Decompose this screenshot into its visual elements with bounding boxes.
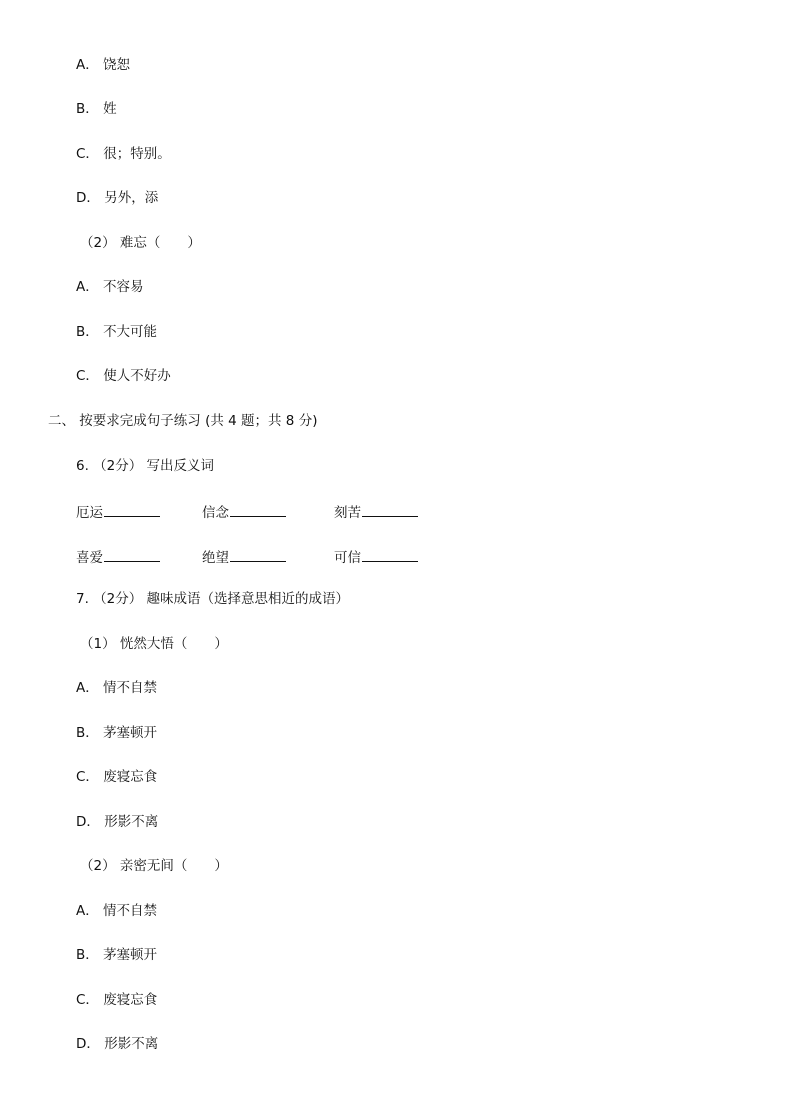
subquestion-2: （2） 难忘（ ） bbox=[80, 235, 201, 251]
answer-blank[interactable] bbox=[230, 504, 286, 517]
option-text: 茅塞顿开 bbox=[103, 725, 158, 741]
antonym-item[interactable] bbox=[202, 501, 286, 521]
antonym-word: 厄运 bbox=[76, 505, 103, 521]
answer-blank[interactable] bbox=[104, 504, 160, 517]
antonym-item[interactable] bbox=[76, 546, 160, 566]
answer-blank[interactable] bbox=[230, 549, 286, 562]
option-letter: A． bbox=[76, 57, 99, 73]
option-text: 使人不好办 bbox=[103, 368, 171, 384]
option-d[interactable] bbox=[76, 189, 158, 207]
option-letter: D． bbox=[76, 190, 100, 206]
option-letter: C． bbox=[76, 368, 99, 384]
option-text: 茅塞顿开 bbox=[103, 947, 158, 963]
option-letter: A． bbox=[76, 680, 99, 696]
option-text: 很；特别。 bbox=[103, 146, 171, 162]
option-d[interactable] bbox=[76, 813, 158, 831]
option-letter: A． bbox=[76, 903, 99, 919]
option-text: 情不自禁 bbox=[103, 903, 158, 919]
question-7-title: 7. （2分） 趣味成语（选择意思相近的成语） bbox=[76, 591, 350, 607]
antonym-row-1 bbox=[0, 501, 790, 519]
option-letter: D． bbox=[76, 1036, 100, 1052]
answer-blank[interactable] bbox=[104, 549, 160, 562]
antonym-word: 刻苦 bbox=[334, 505, 361, 521]
option-letter: B． bbox=[76, 725, 99, 741]
section-heading: 二、 按要求完成句子练习 (共 4 题；共 8 分) bbox=[48, 413, 318, 429]
option-a[interactable] bbox=[76, 278, 144, 296]
option-text: 不大可能 bbox=[103, 324, 158, 340]
answer-blank[interactable] bbox=[362, 504, 418, 517]
option-text: 废寝忘食 bbox=[103, 992, 158, 1008]
antonym-item[interactable] bbox=[334, 546, 418, 566]
option-text: 姓 bbox=[103, 101, 117, 117]
option-text: 情不自禁 bbox=[103, 680, 158, 696]
option-letter: B． bbox=[76, 101, 99, 117]
antonym-word: 绝望 bbox=[202, 550, 229, 566]
antonym-word: 可信 bbox=[334, 550, 361, 566]
option-c[interactable] bbox=[76, 367, 171, 385]
option-c[interactable] bbox=[76, 991, 157, 1009]
option-a[interactable] bbox=[76, 902, 157, 920]
option-text: 形影不离 bbox=[104, 814, 159, 830]
option-a[interactable] bbox=[76, 56, 130, 74]
antonym-item[interactable] bbox=[76, 501, 160, 521]
option-text: 饶恕 bbox=[103, 57, 131, 73]
option-b[interactable] bbox=[76, 100, 117, 118]
option-d[interactable] bbox=[76, 1035, 158, 1053]
antonym-word: 信念 bbox=[202, 505, 229, 521]
option-letter: B． bbox=[76, 947, 99, 963]
option-letter: B． bbox=[76, 324, 99, 340]
subquestion-2: （2） 亲密无间（ ） bbox=[80, 858, 228, 874]
option-text: 废寝忘食 bbox=[103, 769, 158, 785]
antonym-item[interactable] bbox=[202, 546, 286, 566]
option-c[interactable] bbox=[76, 145, 171, 163]
option-b[interactable] bbox=[76, 946, 157, 964]
antonym-row-2 bbox=[0, 546, 790, 564]
option-c[interactable] bbox=[76, 768, 157, 786]
subquestion-1: （1） 恍然大悟（ ） bbox=[80, 636, 228, 652]
option-letter: C． bbox=[76, 992, 99, 1008]
option-b[interactable] bbox=[76, 724, 157, 742]
option-letter: D． bbox=[76, 814, 100, 830]
option-text: 形影不离 bbox=[104, 1036, 159, 1052]
option-letter: C． bbox=[76, 769, 99, 785]
option-text: 另外，添 bbox=[104, 190, 159, 206]
answer-blank[interactable] bbox=[362, 549, 418, 562]
antonym-item[interactable] bbox=[334, 501, 418, 521]
option-letter: A． bbox=[76, 279, 99, 295]
option-a[interactable] bbox=[76, 679, 157, 697]
option-text: 不容易 bbox=[103, 279, 144, 295]
option-b[interactable] bbox=[76, 323, 157, 341]
option-letter: C． bbox=[76, 146, 99, 162]
antonym-word: 喜爱 bbox=[76, 550, 103, 566]
question-6-title: 6. （2分） 写出反义词 bbox=[76, 458, 215, 474]
